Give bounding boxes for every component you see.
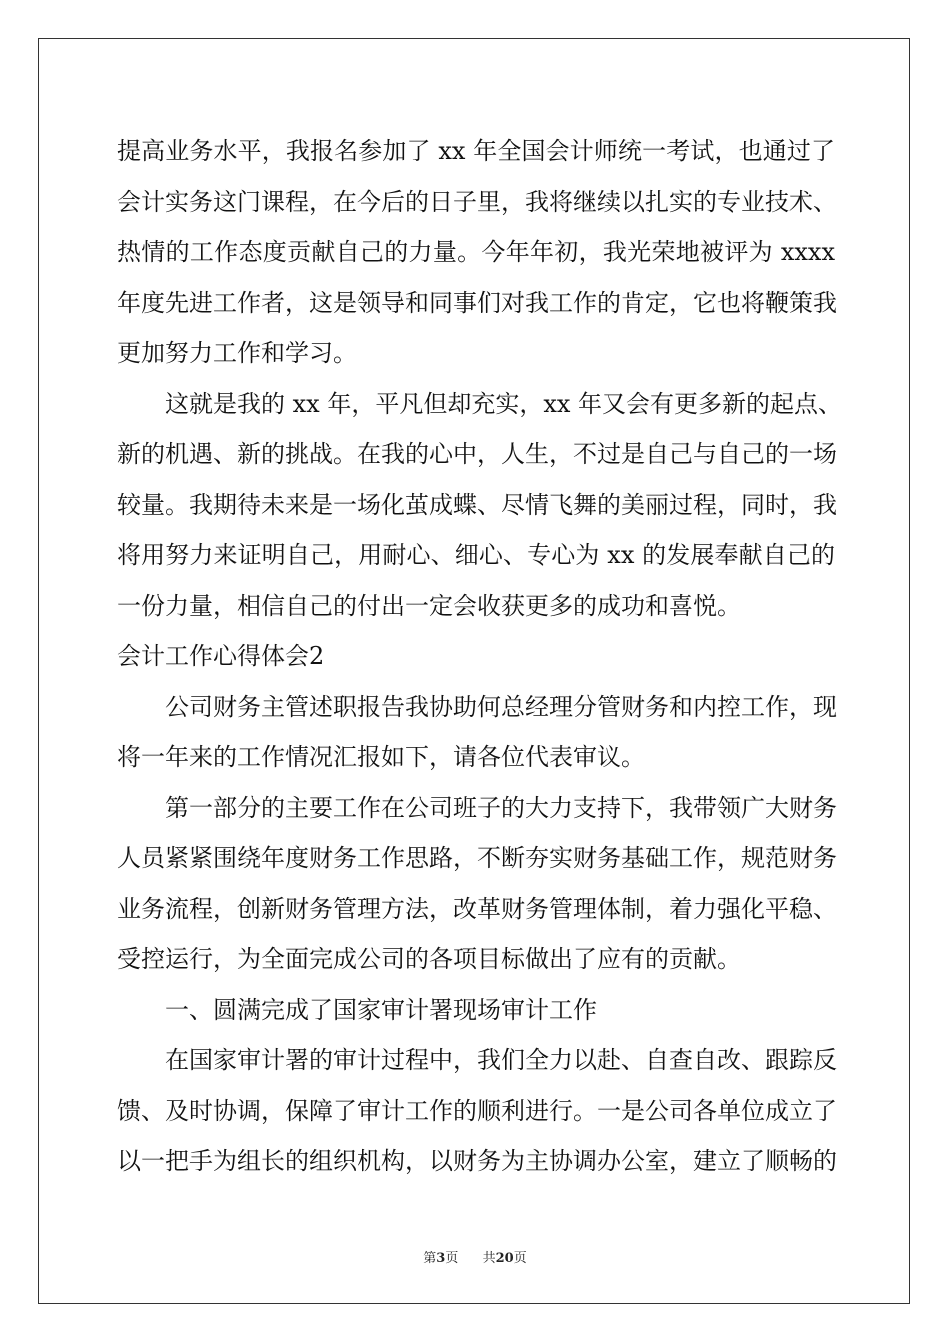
text-line: 年度先进工作者，这是领导和同事们对我工作的肯定，它也将鞭策我: [117, 288, 837, 317]
text-line: 较量。我期待未来是一场化茧成蝶、尽情飞舞的美丽过程，同时，我: [117, 490, 837, 519]
text-line: 将一年来的工作情况汇报如下，请各位代表审议。: [117, 743, 645, 771]
section-heading: [117, 631, 835, 682]
text-line: 公司财务主管述职报告我协助何总经理分管财务和内控工作，现: [165, 692, 837, 721]
paragraph: [117, 379, 843, 632]
text-line: 馈、及时协调，保障了审计工作的顺利进行。一是公司各单位成立了: [117, 1096, 837, 1125]
total-pages: 20: [495, 1251, 514, 1266]
text-line: 以一把手为组长的组织机构，以财务为主协调办公室，建立了顺畅的: [117, 1147, 837, 1175]
document-body: [117, 126, 843, 1187]
text-line: 会计实务这门课程，在今后的日子里，我将继续以扎实的专业技术、: [117, 187, 837, 216]
text-line: 受控运行，为全面完成公司的各项目标做出了应有的贡献。: [117, 945, 741, 973]
page-number: [423, 1247, 458, 1266]
paragraph: [117, 985, 835, 1036]
text-line: 这就是我的 xx 年，平凡但却充实，xx 年又会有更多新的起点、: [165, 389, 843, 418]
text-line: 热情的工作态度贡献自己的力量。今年年初，我光荣地被评为 xxxx: [117, 238, 835, 266]
paragraph: [117, 1035, 835, 1187]
text-line: 人员紧紧围绕年度财务工作思路，不断夯实财务基础工作，规范财务: [117, 844, 837, 872]
page-prefix: 第: [423, 1251, 437, 1266]
paragraph: [117, 783, 835, 985]
text-line: 会计工作心得体会2: [117, 642, 325, 670]
page-total: [483, 1247, 527, 1266]
text-line: 新的机遇、新的挑战。在我的心中，人生，不过是自己与自己的一场: [117, 440, 837, 468]
text-line: 一、圆满完成了国家审计署现场审计工作: [165, 995, 597, 1024]
total-suffix: 页: [513, 1251, 527, 1266]
paragraph: [117, 126, 835, 379]
text-line: 第一部分的主要工作在公司班子的大力支持下，我带领广大财务: [165, 793, 837, 822]
paragraph: [117, 682, 835, 783]
page-footer: [0, 1247, 950, 1266]
text-line: 将用努力来证明自己，用耐心、细心、专心为 xx 的发展奉献自己的: [117, 541, 835, 569]
page-suffix: 页: [445, 1251, 459, 1266]
text-line: 业务流程，创新财务管理方法，改革财务管理体制，着力强化平稳、: [117, 894, 837, 923]
text-line: 一份力量，相信自己的付出一定会收获更多的成功和喜悦。: [117, 591, 741, 620]
text-line: 在国家审计署的审计过程中，我们全力以赴、自查自改、跟踪反: [165, 1046, 837, 1074]
total-prefix: 共: [482, 1251, 496, 1266]
current-page: 3: [436, 1251, 446, 1266]
text-line: 更加努力工作和学习。: [117, 339, 357, 367]
text-line: 提高业务水平，我报名参加了 xx 年全国会计师统一考试，也通过了: [117, 137, 835, 165]
